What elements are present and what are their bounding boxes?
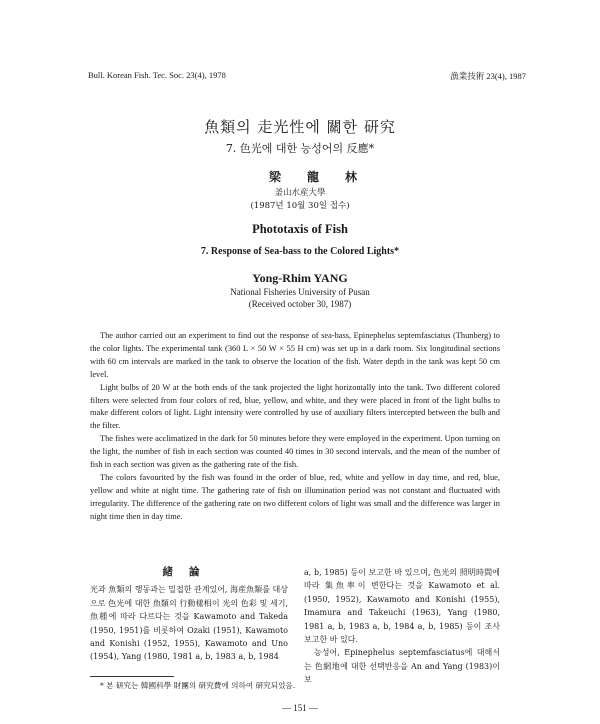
abstract-paragraph: Light bulbs of 20 W at the both ends of the tank projected the light horizontally into the tank. Two different colored filters were selected from four colors of red, blue, yellow, and white, and they were placed in front of the light bulbs to make different colors of light. Light intensity were controlled by use of auxiliary filters intercepted between the bulb and the filter. (90, 382, 500, 431)
footnote-divider (90, 676, 174, 677)
korean-affiliation: 釜山水産大學 (274, 188, 326, 198)
english-affiliation: National Fisheries University of Pusan (230, 287, 370, 297)
korean-subtitle: 7. 色光에 대한 능성어의 反應* (225, 142, 375, 155)
introduction-paragraph: a, b, 1985) 등이 보고한 바 있으며, 色光의 照明時間에 따라 集魚率이 변한다는 것을 Kawamoto et al. (1950, 1952), Kawamoto and Konishi (1955), Imamura and Takeuchi (1963), Yang (1980, 1981 a, b, 1983 a, b, 1984 a, b, 1985) 등이 조사 보고한 바 있다. (304, 568, 500, 645)
section-heading: 緒論 (162, 566, 216, 578)
abstract-paragraph: The fishes were acclimatized in the dark for 50 minutes before they were employed in the experiment. Upon turning on the light, the number of fish in each section was counted 40 times in 30 second intervals, and the mean of the number of fish in each section was given as the gathering rate of the fish. (90, 434, 501, 470)
abstract-paragraph: The author carried out an experiment to find out the response of sea-bass, Epinephelus septemfasciatus (Thunberg) to the color lights. The experimental tank (360 L × 50 W × 55 H cm) was set up in a dark room. Six longitudinal sections with 60 cm intervals are marked in the tank to observe the location of the fish. Water depth in the tank was kept 50 cm level. (90, 331, 500, 379)
footnote: * 본 研究는 韓國科學 財團의 研究費에 의하여 研究되었음. (100, 681, 296, 690)
introduction-left-column (90, 566, 288, 664)
english-author: Yong-Rhim YANG (252, 271, 348, 285)
english-title: Phototaxis of Fish (252, 222, 348, 236)
abstract (90, 330, 500, 524)
korean-received-date: (1987년 10월 30일 접수) (250, 201, 350, 211)
korean-title: 魚類의 走光性에 關한 研究 (204, 118, 396, 136)
running-header-left: Bull. Korean Fish. Tec. Soc. 23(4), 1978 (88, 70, 226, 80)
running-header-right: 漁業技術 23(4), 1987 (450, 71, 526, 81)
introduction-paragraph: 능성어, Epinephelus septemfasciatus에 대해서는 色網地에 대한 선택반응을 An and Yang (1983)이 보 (304, 648, 500, 685)
abstract-paragraph: The colors favourited by the fish was found in the order of blue, red, white and yellow in day time, and red, blue, yellow and white at night time. The gathering rate of fish on illumination period was not constant and fluctuated with irregularity. The difference of the gathering rate on two different colors of light was small and the difference was larger in night time then in day time. (90, 472, 500, 521)
page-number: — 151 — (282, 703, 318, 713)
english-subtitle: 7. Response of Sea-bass to the Colored Lights* (200, 246, 400, 257)
english-received-date: (Received october 30, 1987) (248, 299, 352, 309)
introduction-paragraph: 光과 魚類의 행동과는 밀접한 관계있어, 海産魚類를 대상으로 色光에 대한 魚類의 行動樣相이 光의 色彩 및 세기, 魚種에 따라 다르다는 것을 Kawamoto and Takeda (1950, 1951)를 비롯하여 Ozaki (1951), Kawamoto and Konishi (1952, 1955), Kawamoto and Uno (1954), Yang (1980, 1981 a, b, 1983 a, b, 1984 (90, 585, 288, 662)
korean-author: 梁龍林 (268, 170, 383, 184)
introduction-right-column (304, 566, 500, 687)
